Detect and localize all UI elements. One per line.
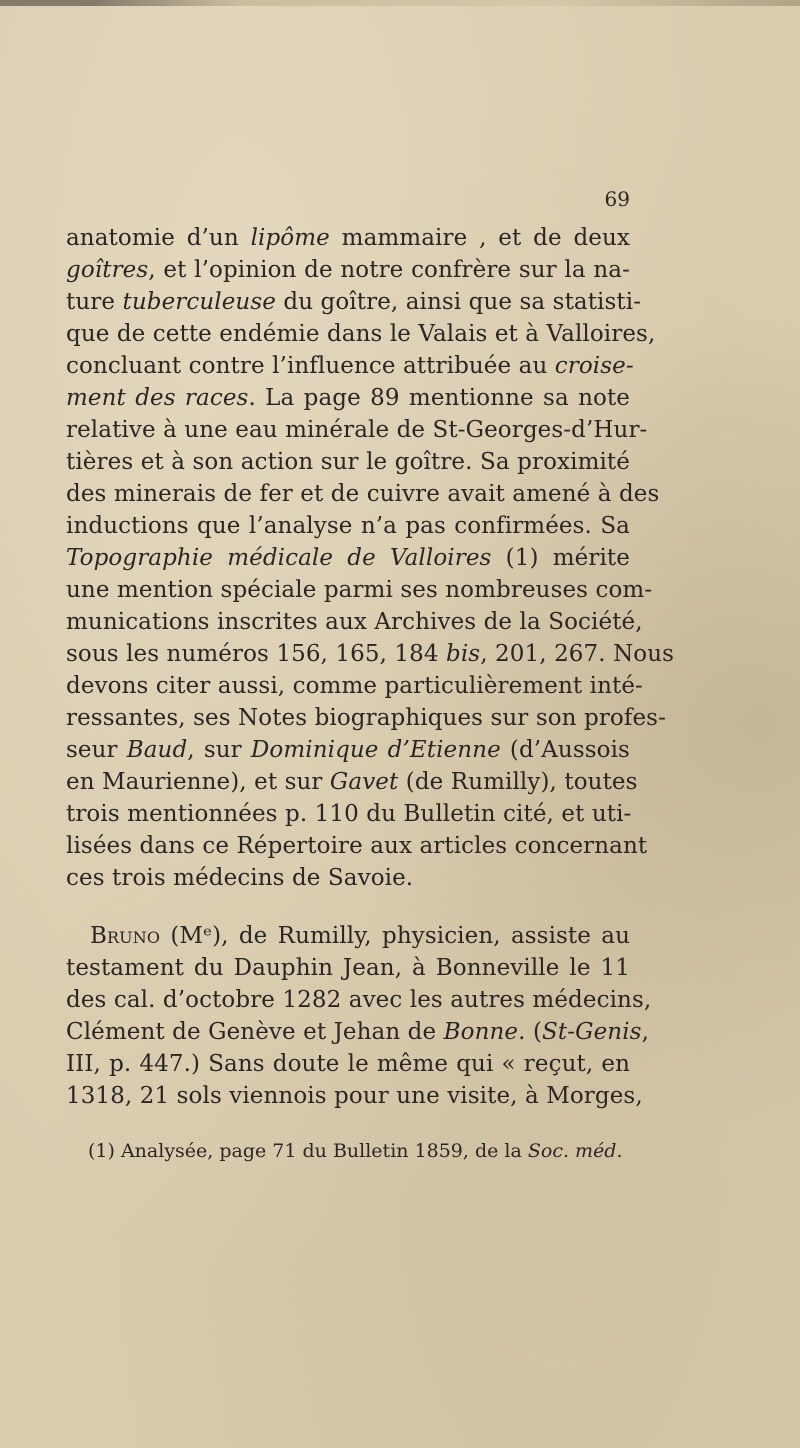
italic-name: Dominique d’Etienne — [250, 737, 501, 763]
text-run: , sur — [187, 737, 251, 763]
text-run: anatomie d’un — [66, 225, 251, 251]
text-line — [66, 542, 630, 574]
paragraph-gap — [66, 894, 630, 920]
text-line: III, p. 447.) Sans doute le même qui « reçut, en — [66, 1051, 630, 1077]
italic-name: Baud — [126, 737, 188, 763]
text-run: , — [641, 1019, 649, 1045]
text-line: 1318, 21 sols viennois pour une visite, à Morges, — [66, 1083, 643, 1109]
italic-term: croise- — [554, 353, 634, 379]
text-run: seur — [66, 737, 127, 763]
text-run: , et l’opinion de notre confrère sur la na- — [148, 257, 630, 283]
text-run: ture — [66, 289, 123, 315]
text-run: du goître, ainsi que sa statisti- — [275, 289, 642, 315]
text-line — [66, 222, 630, 254]
text-line — [66, 286, 642, 318]
italic-term: tuberculeuse — [122, 289, 276, 315]
text-line: que de cette endémie dans le Valais et à Valloires, — [66, 321, 656, 347]
italic-term: goîtres — [66, 257, 149, 283]
text-run: sous les numéros 156, 165, 184 — [66, 641, 447, 667]
body-text — [66, 222, 675, 1112]
text-line: munications inscrites aux Archives de la Société, — [66, 609, 643, 635]
text-line: des minerais de fer et de cuivre avait amené à des — [66, 481, 660, 507]
page-top-edge — [0, 0, 800, 6]
text-line — [66, 382, 630, 414]
text-run: , 201, 267. Nous — [480, 641, 675, 667]
text-line: ces trois médecins de Savoie. — [66, 865, 414, 891]
text-line — [66, 734, 630, 766]
footnote-text: (1) Analysée, page 71 du Bulletin 1859, de la — [88, 1140, 528, 1162]
footnote-italic: Soc. méd. — [527, 1140, 623, 1162]
text-line: ressantes, ses Notes biographiques sur son profes- — [66, 705, 666, 731]
text-line — [66, 1016, 649, 1048]
text-line — [66, 766, 638, 798]
text-run: (Mᵉ), de Rumilly, physicien, assiste au — [160, 923, 630, 949]
text-run: en Maurienne), et sur — [66, 769, 330, 795]
text-run: (d’Aussois — [500, 737, 630, 763]
paragraph-2 — [66, 920, 652, 1112]
text-line — [66, 254, 630, 286]
text-line: inductions que l’analyse n’a pas confirmées. Sa — [66, 513, 630, 539]
entry-name: Bruno — [90, 923, 161, 949]
italic-title: Topographie médicale de Valloires — [66, 545, 492, 571]
text-line — [66, 638, 675, 670]
text-line: devons citer aussi, comme particulièrement inté- — [66, 673, 643, 699]
italic-term: lipôme — [250, 225, 330, 251]
text-line: une mention spéciale parmi ses nombreuses com- — [66, 577, 653, 603]
text-run: mammaire , et de deux — [329, 225, 630, 251]
text-line: tières et à son action sur le goître. Sa proximité — [66, 449, 630, 475]
italic-source: St-Genis — [542, 1019, 642, 1045]
text-run: . ( — [518, 1019, 543, 1045]
italic-term: bis — [446, 641, 481, 667]
paragraph-1 — [66, 222, 675, 894]
text-run: Clément de Genève et Jehan de — [66, 1019, 444, 1045]
text-line: trois mentionnées p. 110 du Bulletin cité, et uti- — [66, 801, 632, 827]
text-line: des cal. d’octobre 1282 avec les autres médecins, — [66, 987, 652, 1013]
text-line — [66, 350, 634, 382]
text-run: (1) mérite — [491, 545, 630, 571]
text-run: . La page 89 mentionne sa note — [248, 385, 631, 411]
page-number: 69 — [604, 187, 630, 211]
text-run: (de Rumilly), toutes — [398, 769, 638, 795]
footnote — [88, 1138, 628, 1164]
text-line: relative à une eau minérale de St-Georges-d’Hur- — [66, 417, 648, 443]
italic-name: Bonne — [443, 1019, 519, 1045]
italic-name: Gavet — [329, 769, 399, 795]
text-run: concluant contre l’influence attribuée au — [66, 353, 555, 379]
italic-term: ment des races — [66, 385, 249, 411]
text-line — [66, 920, 630, 952]
text-line: lisées dans ce Répertoire aux articles concernant — [66, 833, 648, 859]
text-line: testament du Dauphin Jean, à Bonneville le 11 — [66, 955, 630, 981]
